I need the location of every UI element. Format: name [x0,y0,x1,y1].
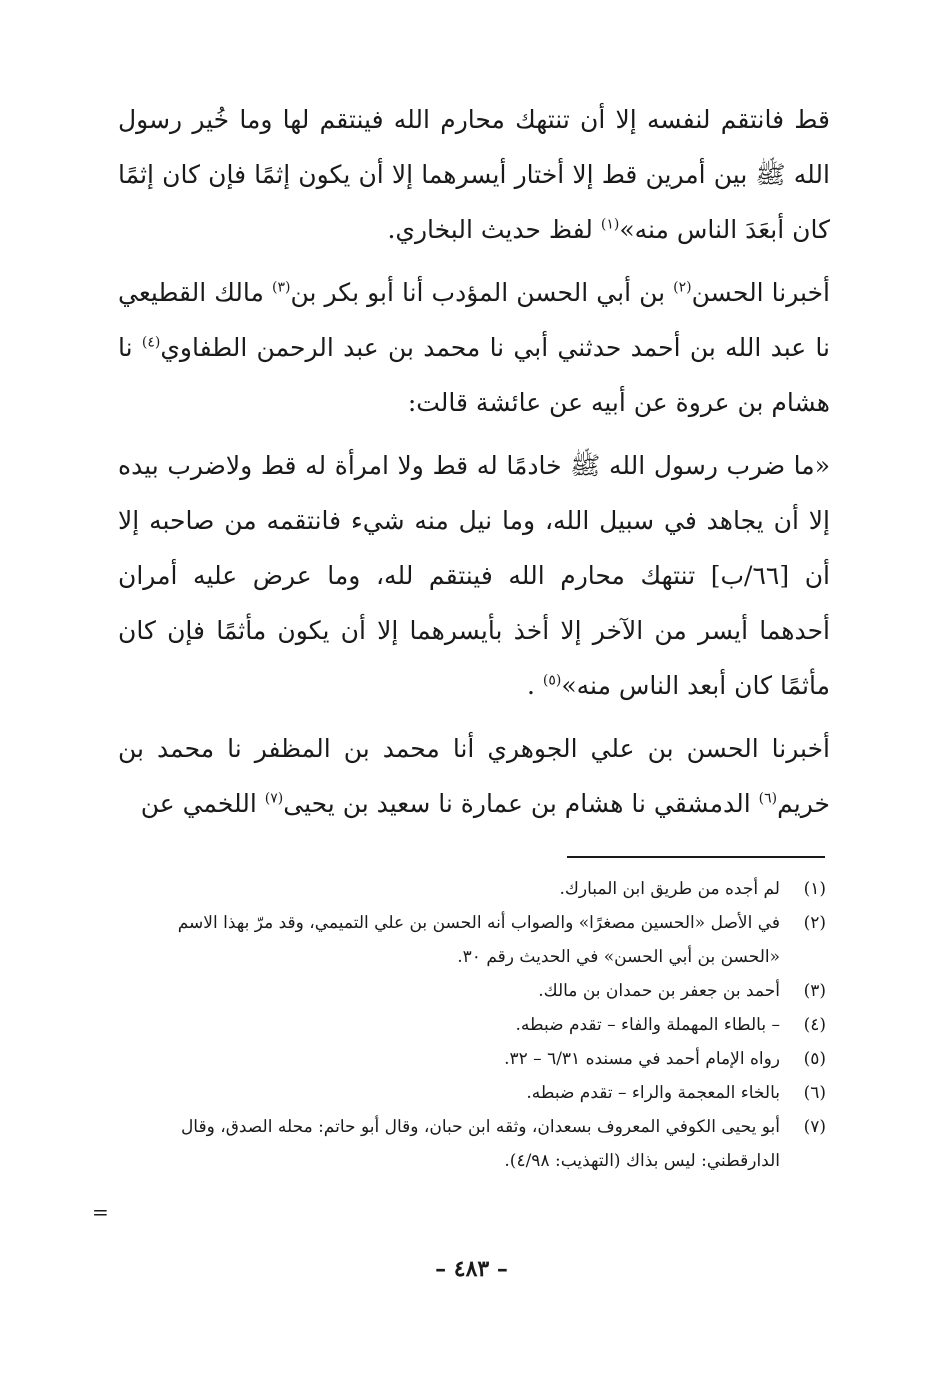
footnote-item [114,1008,826,1042]
paragraph-text: «ما ضرب رسول الله ﷺ خادمًا له قط ولا امرأة له قط ولاضرب بيده إلا أن يجاهد في سبيل الله، وما نيل منه شيء فانتقمه من صاحبه إلا أن [٦٦/ب] تنتهك محارم الله فينتقم لله، وما عرض عليه أمران أحدهما أيسر من الآخر إلا أخذ بأيسرهما إلا أن يكون مأثمًا فإن كان مأثمًا كان أبعد الناس منه» [118,451,830,700]
footnote-text: في الأصل «الحسين مصغرًا» والصواب أنه الحسن بن علي التميمي، وقد مرّ بهذا الاسم «الحسن بن أبي الحسن» في الحديث رقم ٣٠. [177,913,780,967]
footnote-item [114,872,826,906]
footnote-ref-5: (٥) [542,672,562,689]
footnote-divider [567,856,825,858]
footnote-item [114,906,826,974]
main-text [118,92,830,831]
paragraph-text: أخبرنا الحسن بن علي الجوهري أنا محمد بن المظفر نا محمد بن خريم [118,734,830,818]
footnote-text: رواه الإمام أحمد في مسنده ٦/٣١ – ٣٢. [504,1049,780,1069]
footnote-item [114,974,826,1008]
footnote-ref-7: (٧) [264,790,284,807]
footnote-text: بالخاء المعجمة والراء – تقدم ضبطه. [526,1083,780,1103]
footnote-ref-2: (٢) [673,279,692,296]
paragraph-tail: لفظ حديث البخاري. [387,215,601,244]
paragraph-text: أخبرنا الحسن [691,278,830,307]
footnote-ref-4: (٤) [141,334,161,351]
footnote-text: – بالطاء المهملة والفاء – تقدم ضبطه. [515,1015,780,1035]
paragraph-2 [118,265,830,430]
footnote-item [114,1110,826,1178]
paragraph-text: بن أبي الحسن المؤدب أنا أبو بكر بن [290,278,674,307]
footnote-ref-3: (٣) [271,279,291,296]
footnote-text: لم أجده من طريق ابن المبارك. [559,879,780,899]
footnotes [114,872,826,1178]
paragraph-3 [118,438,830,713]
footnote-number: (٦) [803,1083,826,1103]
paragraph-4 [118,721,830,831]
paragraph-tail: . [526,671,543,700]
paragraph-text: اللخمي عن [140,789,265,818]
paragraph-text: الدمشقي نا هشام بن عمارة نا سعيد بن يحيى [283,789,759,818]
footnote-text: أبو يحيى الكوفي المعروف بسعدان، وثقه ابن حبان، وقال أبو حاتم: محله الصدق، وقال الدارقطني: ليس بذاك (التهذيب: ٤/٩٨). [180,1117,780,1171]
paragraph-text: مالك القطيعي نا عبد الله بن أحمد حدثني أبي نا محمد بن عبد الرحمن الطفاوي [118,278,830,362]
footnote-number: (١) [803,879,826,899]
page-body [118,92,830,839]
footnote-item [114,1042,826,1076]
footnote-number: (٧) [803,1117,826,1137]
footnote-text: أحمد بن جعفر بن حمدان بن مالك. [538,981,780,1001]
footnote-ref-1: (١) [600,216,620,233]
paragraph-text: قط فانتقم لنفسه إلا أن تنتهك محارم الله فينتقم لها وما خُير رسول الله ﷺ بين أمرين قط إلا أختار أيسرهما إلا أن يكون إثمًا فإن كان إثمًا كان أبعَدَ الناس منه» [118,105,830,244]
continuation-mark: = [92,1200,109,1224]
footnote-number: (٤) [803,1015,826,1035]
page-number: – ٤٨٣ – [435,1256,508,1282]
footnote-number: (٥) [803,1049,826,1069]
footnote-number: (٣) [803,981,826,1001]
paragraph-text: نا هشام بن عروة عن أبيه عن عائشة قالت: [118,333,830,417]
footnote-item [114,1076,826,1110]
paragraph-1 [118,92,830,257]
footnote-number: (٢) [803,913,826,933]
footnote-ref-6: (٦) [758,790,778,807]
